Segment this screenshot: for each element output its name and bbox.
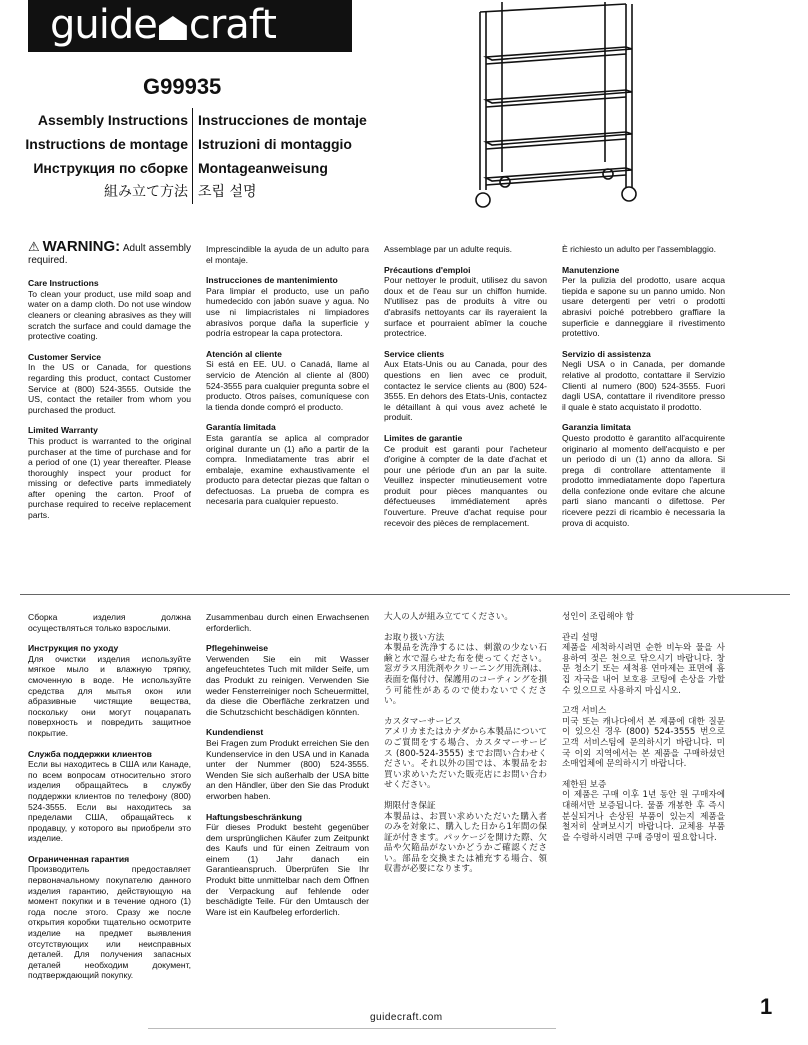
- ru-warranty-heading: Ограниченная гарантия: [28, 853, 130, 864]
- en-warranty-text: This product is warranted to the original purchaser at the time of purchase and for a period of one (1) year thereafter. Please thoroughly inspect your product for missing or defective parts immediately after opening the carton. Proof of purchase required to receive replacement parts.: [28, 435, 191, 521]
- en-care-heading: Care Instructions: [28, 278, 99, 289]
- ko-warranty-heading: 제한된 보증: [562, 779, 607, 790]
- shelf-unit-illustration: [440, 2, 640, 216]
- logo-text-right: craft: [188, 2, 276, 48]
- footer-url: guidecraft.com: [370, 1012, 443, 1023]
- spanish-column: [206, 244, 369, 517]
- japanese-column: [384, 612, 547, 885]
- title-de: Montageanweisung: [198, 160, 328, 176]
- warning-text: Adult assembly required.: [28, 243, 191, 266]
- es-warranty-text: Esta garantía se aplica al comprador original durante un (1) año a partir de la compra. Inmediatamente tras abrir el embalaje, examine exhaustivamente el producto para detectar piezas que faltan o defectuosas. La prueba de compra es necesaria para cualquier repuesto.: [206, 432, 369, 507]
- de-intro: Zusammenbau durch einen Erwachsenen erforderlich.: [206, 612, 369, 633]
- de-care-heading: Pflegehinweise: [206, 643, 269, 654]
- de-care-text: Verwenden Sie ein mit Wasser angefeuchtetes Tuch mit milder Seife, um das Produkt zu reinigen. Verwenden Sie weder Fensterreiniger noch Scheuermittel, da diese die Oberfläche zerkratzen und die Schutzschicht beschädigen könnten.: [206, 653, 369, 717]
- ko-cs-text: 미국 또는 캐나다에서 본 제품에 대한 질문이 있으신 경우 (800) 524-3555 번으로 고객 서비스팀에 문의하시기 바랍니다. 미국 이외 지역에서는 본 제품을 구매하셨던 소매업체에 문의하시기 바랍니다.: [562, 716, 725, 770]
- ja-cs-text: アメリカまたはカナダから本製品についてのご質問をする場合、カスタマーサービス (800-524-3555) までお問い合わせください。それ以外の国では、本製品をお買い求めいただいた販売店にお問い合わせください。: [384, 727, 547, 791]
- ru-cs-text: Если вы находитесь в США или Канаде, по всем вопросам относительно этого изделия обращайтесь в службу поддержки клиентов по телефону (800) 524-3555. Если вы находитесь за пределами США, обращайтесь к продавцу, у которого вы приобрели это изделие.: [28, 759, 191, 844]
- en-cs-text: In the US or Canada, for questions regarding this product, contact Customer Service at (800) 524-3555. Outside the US, contact the retailer from whom you purchased the product.: [28, 362, 191, 415]
- es-care-heading: Instrucciones de mantenimiento: [206, 275, 338, 286]
- it-cs-heading: Servizio di assistenza: [562, 348, 651, 359]
- de-warranty-text: Für dieses Produkt besteht gegenüber dem ursprünglichen Käufer zum Zeitpunkt des Kaufs und für einen Zeitraum von einem (1) Jahr danach ein Garantieanspruch. Überprüfen Sie Ihr Produkt bitte unmittelbar nach dem Öffnen der Verpackung auf fehlende oder beschädigte Teile. Für den Umtausch der Ware ist ein Kaufbeleg erforderlich.: [206, 822, 369, 917]
- fr-intro: Assemblage par un adulte requis.: [384, 244, 513, 254]
- fr-warranty-text: Ce produit est garanti pour l'acheteur d'origine à compter de la date d'achat et pour une période d'un an par la suite. Veuillez inspecter minutieusement votre produit pour pièces manquantes ou défectueuses immédiatement après l'ouverture. Preuve d'achat requise pour recevoir des pièces de remplacement.: [384, 443, 547, 528]
- it-cs-text: Negli USA o in Canada, per domande relative al prodotto, contattare il Servizio Clienti al numero (800) 524-3555. Fuori dagli USA, contattare il rivenditore presso il quale è stato acquistato il prodotto.: [562, 359, 725, 412]
- es-warranty-heading: Garantía limitada: [206, 422, 276, 433]
- ko-warranty-text: 이 제품은 구매 이후 1년 동안 원 구매자에 대해서만 보증됩니다. 물품 개봉한 후 즉시 분실되거나 손상된 부품이 있는지 제품을 철저히 살펴보시기 바랍니다. 교체용 부품을 수령하시려면 구매 증명이 필요합니다.: [562, 790, 725, 843]
- fr-cs-text: Aux Etats-Unis ou au Canada, pour des questions en lien avec ce produit, contactez le service clients au (800) 524-3555. En dehors des Etats-Unis, contactez le détaillant à qui vous avez acheté le produit.: [384, 359, 547, 423]
- es-care-text: Para limpiar el producto, use un paño humedecido con jabón suave y agua. No use ni limpiacristales ni limpiadores abrasivos porque daña la superficie y podría estropear la capa protectora.: [206, 285, 369, 339]
- ja-intro: 大人の人が組み立ててください。: [384, 612, 513, 622]
- house-roof-icon: [159, 16, 187, 40]
- model-number: G99935: [143, 74, 222, 99]
- italian-column: [562, 244, 725, 538]
- es-cs-heading: Atención al cliente: [206, 348, 282, 359]
- warning-label: WARNING:: [42, 238, 121, 255]
- title-ja: 組み立て方法: [104, 184, 188, 200]
- de-cs-text: Bei Fragen zum Produkt erreichen Sie den Kundenservice in den USA und in Kanada unter der Nummer (800) 524-3555. Wenden Sie sich außerhalb der USA bitte an den Händler, über den Sie das Produkt erworben haben.: [206, 737, 369, 801]
- de-cs-heading: Kundendienst: [206, 727, 264, 738]
- ko-cs-heading: 고객 서비스: [562, 706, 607, 717]
- ko-care-heading: 관리 설명: [562, 632, 598, 643]
- korean-column: [562, 612, 725, 853]
- title-fr: Instructions de montage: [25, 136, 188, 152]
- it-care-heading: Manutenzione: [562, 264, 620, 275]
- it-care-text: Per la pulizia del prodotto, usare acqua tiepida e sapone su un panno umido. Non usare detergenti per vetri o prodotti abrasivi poiché potrebbero graffiare la superficie e danneggiare il rivestimento protettivo.: [562, 275, 725, 339]
- fr-warranty-heading: Limites de garantie: [384, 432, 463, 443]
- ja-warranty-heading: 期限付き保証: [384, 800, 436, 811]
- title-en: Assembly Instructions: [37, 112, 188, 128]
- title-divider: [192, 108, 193, 204]
- es-cs-text: Si está en EE. UU. o Canadá, llame al servicio de Atención al cliente al (800) 524-3555 para cualquier pregunta sobre el producto. Otros países, comuníquese con la tienda donde compró el producto.: [206, 359, 369, 412]
- fr-care-text: Pour nettoyer le produit, utilisez du savon doux et de l'eau sur un chiffon humide. N'utilisez pas de produits à vitre ou d'abrasifs nettoyants car ils rayeraient la surface et pourraient abîmer la couche protectrice.: [384, 275, 547, 339]
- ru-intro: Сборка изделия должна осуществляться только взрослыми.: [28, 612, 191, 633]
- title-ru: Инструкция по сборке: [33, 160, 188, 176]
- en-care-text: To clean your product, use mild soap and water on a damp cloth. Do not use window cleaners or cleaning abrasives as they will scratch the surface and could damage the protective coating.: [28, 288, 191, 342]
- ru-care-heading: Инструкция по уходу: [28, 643, 119, 654]
- it-intro: È richiesto un adulto per l'assemblaggio.: [562, 244, 717, 254]
- en-warranty-heading: Limited Warranty: [28, 425, 98, 436]
- page-number: 1: [760, 994, 773, 1019]
- title-es: Instrucciones de montaje: [198, 112, 367, 128]
- english-column: [28, 238, 191, 531]
- ja-warranty-text: 本製品は、お買い求めいただいた購入者のみを対象に、購入した日から1年間の保証が付きます。パッケージを開けた際、欠品や欠陥品がないかどうかご確認ください。部品を交換または補充する場合、領収書が必要になります。: [384, 811, 547, 875]
- title-it: Istruzioni di montaggio: [198, 136, 352, 152]
- ko-intro: 성인이 조립해야 함: [562, 612, 634, 622]
- logo-text-left: guide: [50, 2, 157, 48]
- brand-logo: [28, 0, 352, 52]
- titles-left: [20, 108, 188, 204]
- de-warranty-heading: Haftungsbeschränkung: [206, 811, 302, 822]
- footer-rule: [148, 1028, 556, 1029]
- warning-triangle-icon: ⚠: [28, 239, 40, 254]
- title-ko: 조립 설명: [198, 184, 257, 200]
- ko-care-text: 제품을 세척하시려면 순한 비누와 물을 사용하여 젖은 천으로 닦으시기 바랍니다. 창문 청소기 또는 세척용 연마제는 표면에 흠집 자국을 내어 보호용 코팅에 손상을 가할 수 있으므로 사용하지 마십시오.: [562, 643, 725, 696]
- es-intro: Imprescindible la ayuda de un adulto para el montaje.: [206, 244, 369, 265]
- warning-block: [28, 238, 191, 266]
- fr-care-heading: Précautions d'emploi: [384, 264, 471, 275]
- ru-warranty-text: Производитель предоставляет первоначальному покупателю данного изделия гарантию, действующую на момент покупки и в течение одного (1) года после этого. Сразу же после открытия коробки тщательно осмотрите изделие на предмет выявления отсутствующих или неисправных деталей. Для получения запасных деталей необходим документ, подтверждающий покупку.: [28, 864, 191, 981]
- russian-column: [28, 612, 191, 991]
- fr-cs-heading: Service clients: [384, 348, 445, 359]
- ru-cs-heading: Служба поддержки клиентов: [28, 748, 152, 759]
- french-column: [384, 244, 547, 538]
- ja-cs-heading: カスタマーサービス: [384, 716, 462, 727]
- ja-care-heading: お取り扱い方法: [384, 632, 445, 643]
- titles-right: [198, 108, 367, 204]
- ja-care-text: 本製品を洗浄するには、刺激の少ない石鹸と水で湿らせた布を使ってください。窓ガラス用洗剤やクリーニング用洗剤は、表面を傷付け、保護用のコーティングを損う可能性があるので使わないでください。: [384, 643, 547, 707]
- german-column: [206, 612, 369, 927]
- section-divider: [20, 594, 790, 595]
- ru-care-text: Для очистки изделия используйте мягкое мыло и влажную тряпку, смоченную в воде. Не используйте средства для мытья окон или абразивные чистящие вещества, поскольку они могут поцарапать поверхность и повредить защитное покрытие.: [28, 653, 191, 738]
- it-warranty-heading: Garanzia limitata: [562, 422, 631, 433]
- it-warranty-text: Questo prodotto è garantito all'acquirente originario al momento dell'acquisto e per un periodo di un (1) anno da allora. Si prega di controllare attentamente il prodotto immediatamente dopo l'apertura della confezione onde evitare che alcune parti siano mancanti o difettose. Per ricevere pezzi di ricambio è necessaria la prova di acquisto.: [562, 432, 725, 528]
- en-cs-heading: Customer Service: [28, 351, 102, 362]
